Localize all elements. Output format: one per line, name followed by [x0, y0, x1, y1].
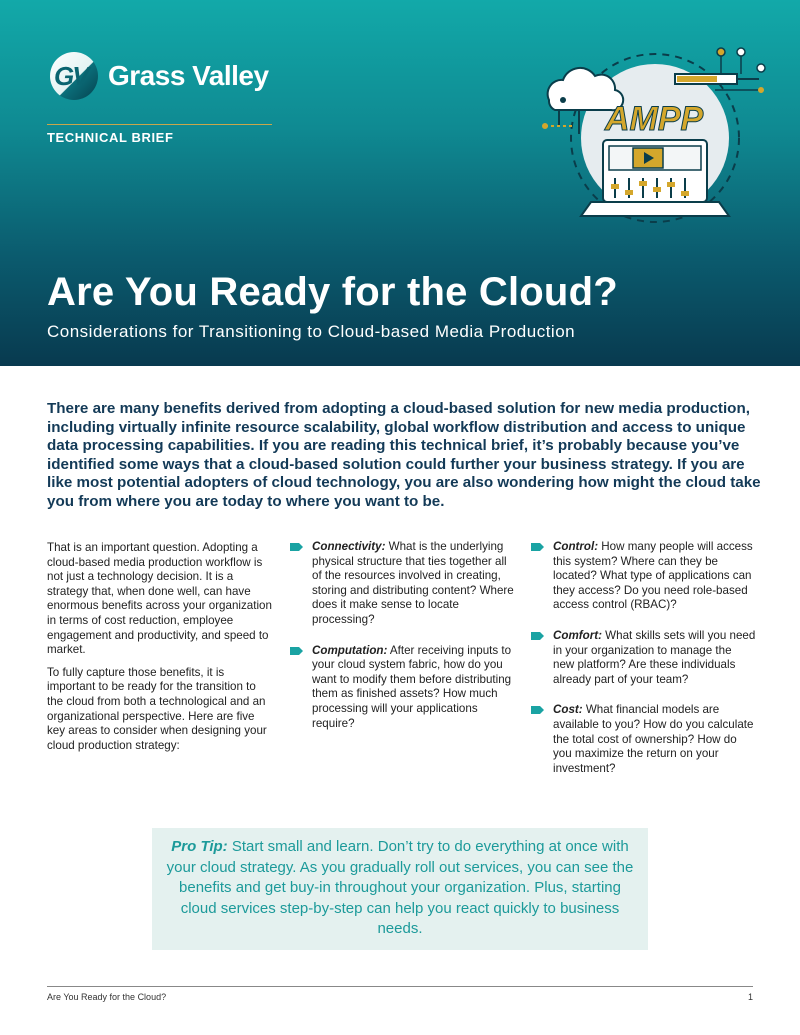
grass-valley-logo-icon [50, 52, 98, 100]
bullet-text: What skills sets will you need in your organization to manage the new platform? Are these individuals already part of your team? [553, 628, 756, 686]
column-right [531, 540, 756, 792]
bullet-term: Control: [553, 540, 599, 553]
bullet-text: How many people will access this system? Where can they be located? What type of applications can they access? Do you need role-based access control (RBAC)? [553, 540, 753, 612]
bullet-text: What is the underlying physical structure that ties together all of the resources involved in creating, storing and distributing content? Where does it make sense to locate processing? [312, 540, 514, 626]
section-label: TECHNICAL BRIEF [47, 130, 174, 145]
bullet-text: What financial models are available to you? How do you calculate the total cost of ownership? How do you maximize the return on your investment? [553, 703, 754, 775]
bullet-term: Connectivity: [312, 540, 386, 553]
cloud-production-illustration-icon [535, 38, 775, 228]
body-paragraph: To fully capture those benefits, it is important to be ready for the transition to the cloud from both a technological and an organizational perspective. Here are five key areas to consider when designing your cloud production strategy: [47, 665, 267, 752]
brand-logo [50, 52, 269, 100]
brand-mark: GV [54, 61, 88, 91]
bullet-item [290, 540, 515, 628]
bullet-term: Cost: [553, 703, 583, 717]
body-paragraph: That is an important question. Adopting a cloud-based media production workflow is not just a technology decision. It is a strategy that, when done well, can have enormous benefits across your organization in terms of cost reduction, employee engagement and productivity, and speed to market. [47, 541, 272, 657]
pro-tip-text [162, 837, 638, 940]
bullet-text: After receiving inputs to your cloud system fabric, how do you want to modify them before distributing them as finished assets? How much processing will your applications require? [312, 643, 512, 730]
pro-tip-body: Start small and learn. Don’t try to do everything at once with your cloud strategy. As you gradually roll out services, you can see the benefits and get buy-in throughout your organization. Plus, starting cloud services step-by-step can help you react quickly to business needs. [166, 838, 634, 937]
bullet-item [531, 540, 756, 613]
page-subtitle: Considerations for Transitioning to Cloud-based Media Production [47, 322, 576, 341]
bullet-term: Computation: [312, 643, 388, 657]
arrow-tag-icon [290, 646, 304, 656]
intro-paragraph: There are many benefits derived from adopting a cloud-based solution for new media production, including virtually infinite resource scalability, global workflow distribution and access to unique data processing capabilities. If you are reading this technical brief, it’s probably because you’ve identified some ways that a cloud-based solution could further your business strategy. If you are like most potential adopters of cloud technology, you are also wondering how might the cloud take you from where you are today to where you want to be. [47, 400, 761, 510]
page-title: Are You Ready for the Cloud? [47, 270, 618, 314]
column-left [47, 541, 275, 761]
bullet-item [531, 703, 756, 776]
footer-title: Are You Ready for the Cloud? [47, 992, 167, 1002]
page-number: 1 [748, 992, 754, 1002]
arrow-tag-icon [531, 705, 545, 715]
brand-name: Grass Valley [108, 60, 269, 91]
arrow-tag-icon [531, 631, 545, 641]
bullet-item [290, 644, 515, 732]
column-middle [290, 540, 515, 747]
illustration-label: AMPP [605, 100, 704, 138]
bullet-term: Comfort: [553, 628, 602, 642]
hero-banner [0, 0, 800, 366]
bullet-item [531, 629, 756, 687]
header-divider [47, 124, 272, 125]
pro-tip-label: Pro Tip: [171, 838, 228, 855]
footer-divider [47, 986, 753, 987]
arrow-tag-icon [531, 542, 545, 552]
pro-tip-box [152, 828, 648, 950]
arrow-tag-icon [290, 542, 304, 552]
